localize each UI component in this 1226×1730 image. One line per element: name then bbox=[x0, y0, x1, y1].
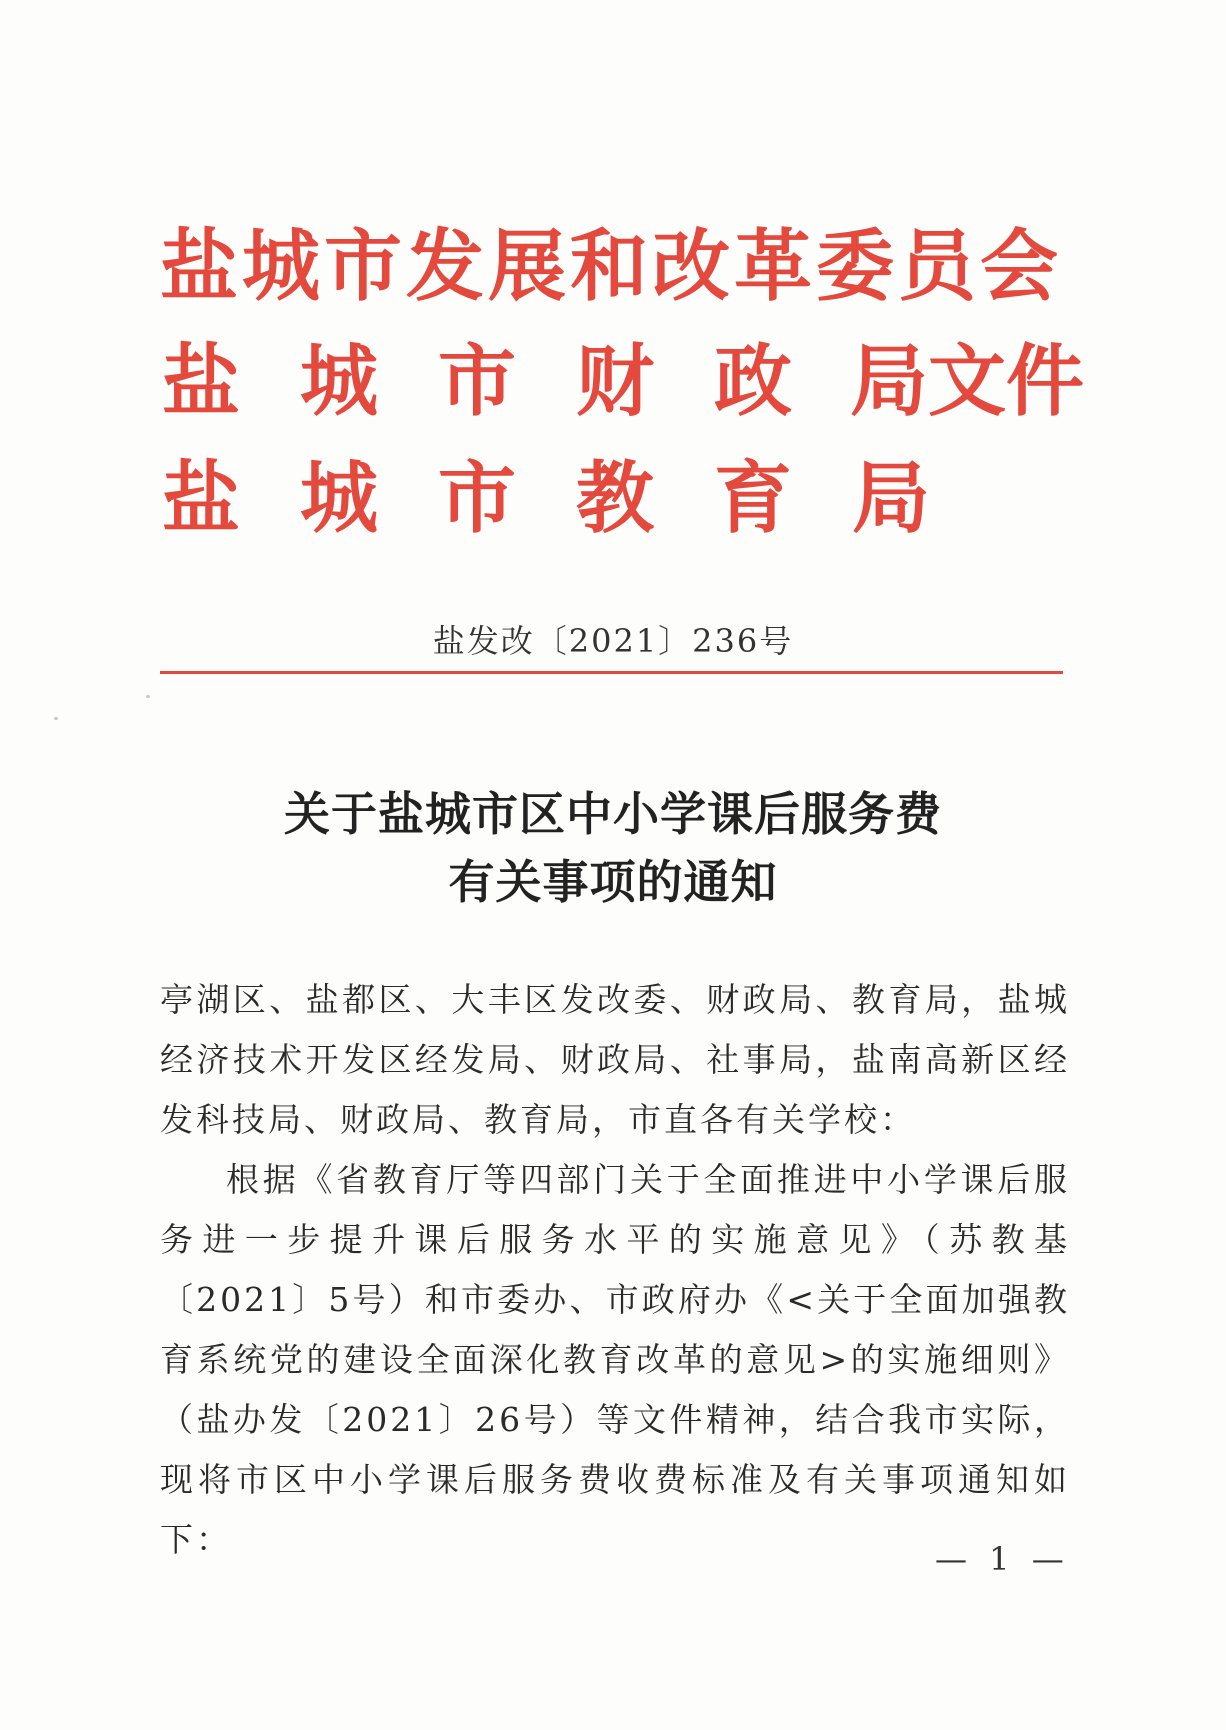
document-number: 盐发改〔2021〕236号 bbox=[432, 622, 794, 660]
red-separator-rule bbox=[160, 671, 1063, 674]
document-title-line-2: 有关事项的通知 bbox=[448, 855, 778, 909]
recipients-paragraph: 亭湖区、盐都区、大丰区发改委、财政局、教育局，盐城经济技术开发区经发局、财政局、社事局，盐南高新区经发科技局、财政局、教育局，市直各有关学校： bbox=[160, 980, 1070, 1139]
header-char: 局 bbox=[851, 453, 930, 544]
scan-speck bbox=[146, 695, 150, 698]
issuer-header-line-3 bbox=[160, 453, 932, 544]
header-char: 盐 bbox=[161, 336, 240, 427]
header-char: 城 bbox=[299, 453, 378, 544]
header-char: 育 bbox=[713, 453, 792, 544]
header-char: 教 bbox=[575, 453, 654, 544]
header-char: 市 bbox=[437, 336, 516, 427]
issuer-header-line-2 bbox=[160, 336, 1085, 427]
header-char: 市 bbox=[437, 453, 516, 544]
page-number: — 1 — bbox=[935, 1540, 1070, 1578]
header-char: 政 bbox=[713, 336, 792, 427]
header-char: 城 bbox=[299, 336, 378, 427]
body-paragraph: 根据《省教育厅等四部门关于全面推进中小学课后服务进一步提升课后服务水平的实施意见》（苏教基〔2021〕5号）和市委办、市政府办《<关于全面加强教育系统党的建设全面深化教育改革的意见>的实施细则》（盐办发〔2021〕26号）等文件精神，结合我市实际，现将市区中小学课后服务费收费标准及有关事项通知如下： bbox=[160, 1160, 1070, 1559]
issuer-header-line-1: 盐城市发展和改革委员会 bbox=[160, 221, 1063, 312]
header-char: 盐 bbox=[161, 453, 240, 544]
header-char: 局文件 bbox=[850, 336, 1085, 427]
header-char: 财 bbox=[575, 336, 654, 427]
scan-speck bbox=[54, 717, 58, 720]
document-title-line-1: 关于盐城市区中小学课后服务费 bbox=[284, 787, 942, 841]
